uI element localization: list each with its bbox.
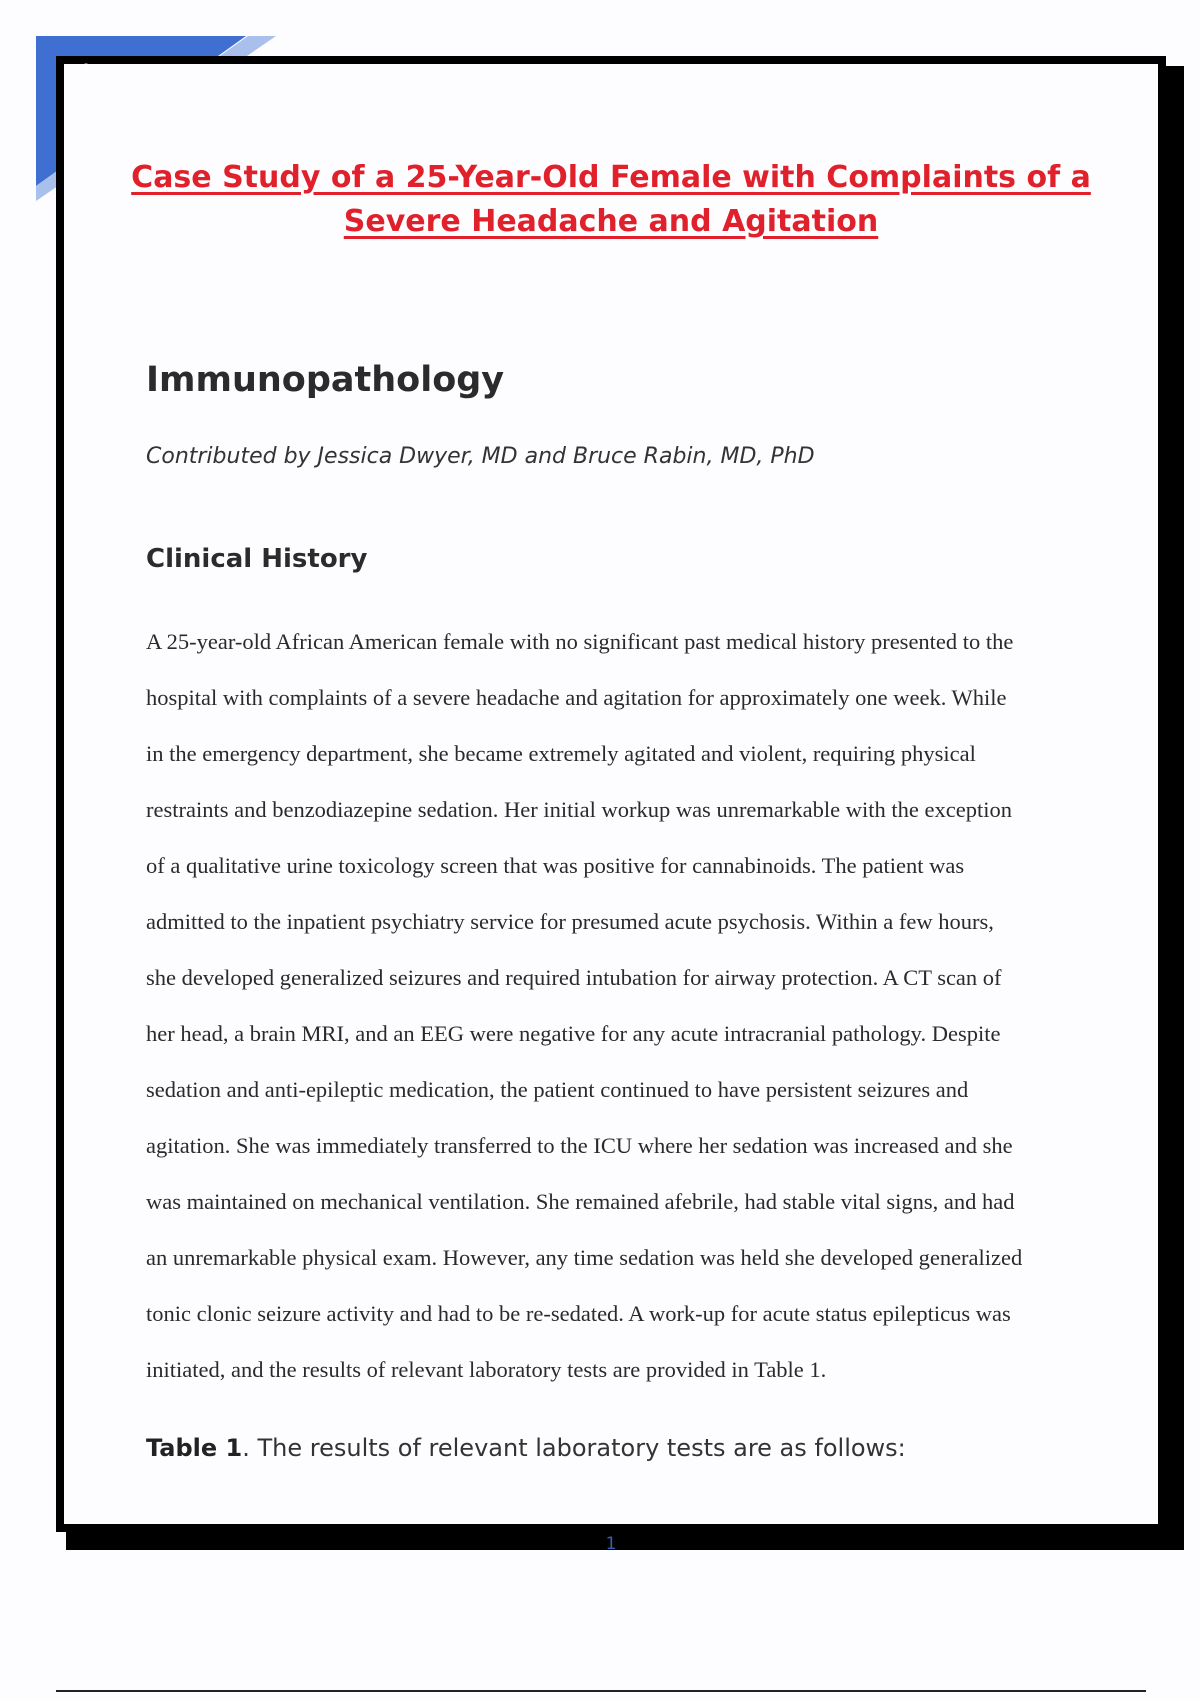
table-caption-label: Table 1 [146, 1434, 243, 1462]
history-line: her head, a brain MRI, and an EEG were negative for any acute intracranial pathology. Despite [146, 1021, 1001, 1046]
history-line: A 25-year-old African American female with no significant past medical history presented to the [146, 629, 1014, 654]
page-number: 1 [605, 1534, 617, 1554]
clinical-history-heading: Clinical History [146, 544, 368, 574]
title-line-1: Case Study of a 25-Year-Old Female with Complaints of a [131, 160, 1091, 195]
title-line-2: Severe Headache and Agitation [343, 204, 879, 239]
history-line: restraints and benzodiazepine sedation. Her initial workup was unremarkable with the exception [146, 797, 1012, 822]
history-line: an unremarkable physical exam. However, any time sedation was held she developed generalized [146, 1245, 1023, 1270]
history-line: sedation and anti-epileptic medication, the patient continued to have persistent seizures and [146, 1077, 969, 1102]
history-line: hospital with complaints of a severe headache and agitation for approximately one week. While [146, 685, 1007, 710]
section-heading: Immunopathology [146, 360, 505, 400]
contributors-line: Contributed by Jessica Dwyer, MD and Bruce Rabin, MD, PhD [146, 444, 815, 469]
history-line: tonic clonic seizure activity and had to be re-sedated. A work-up for acute status epilepticus was [146, 1301, 1011, 1326]
history-line: initiated, and the results of relevant laboratory tests are provided in Table 1. [146, 1357, 827, 1382]
document-title [124, 156, 1098, 244]
history-line: in the emergency department, she became extremely agitated and violent, requiring physical [146, 741, 976, 766]
clinical-history-paragraph [146, 614, 1096, 1398]
history-line: was maintained on mechanical ventilation. She remained afebrile, had stable vital signs, and had [146, 1189, 1015, 1214]
document-page [56, 56, 1166, 1554]
bottom-divider [56, 1690, 1146, 1692]
table-caption [146, 1434, 906, 1462]
history-line: agitation. She was immediately transferred to the ICU where her sedation was increased and she [146, 1133, 1013, 1158]
corner-page-number: 1 [82, 62, 91, 78]
history-line: of a qualitative urine toxicology screen that was positive for cannabinoids. The patient was [146, 853, 965, 878]
history-line: admitted to the inpatient psychiatry service for presumed acute psychosis. Within a few hours, [146, 909, 994, 934]
history-line: she developed generalized seizures and required intubation for airway protection. A CT scan of [146, 965, 1002, 990]
table-caption-text: . The results of relevant laboratory tests are as follows: [242, 1434, 906, 1462]
